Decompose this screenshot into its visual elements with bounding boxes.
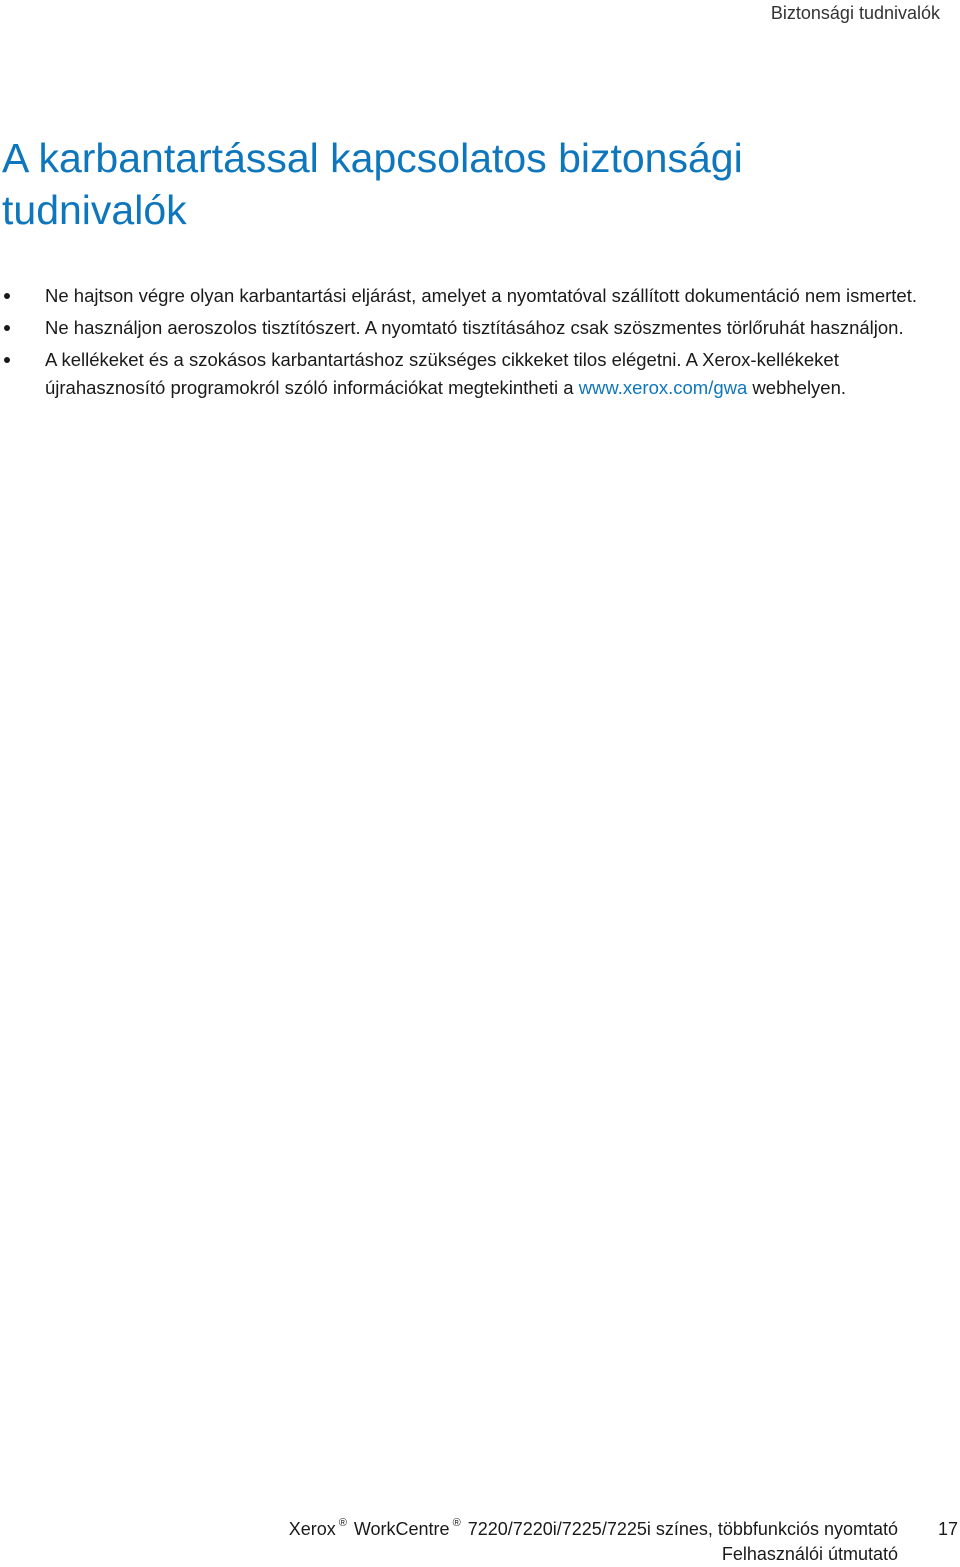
registered-mark: ® [338, 1517, 347, 1529]
xerox-gwa-link[interactable]: www.xerox.com/gwa [578, 377, 748, 398]
bullet-icon [4, 325, 10, 331]
bullet-icon [4, 293, 10, 299]
list-item [0, 314, 935, 342]
footer-product-line [289, 1517, 898, 1542]
list-item-text: A kellékeket és a szokásos karbantartáshoz szükséges cikkeket tilos elégetni. A Xerox-kellékeket újrahasznosító programokról szóló információkat megtekintheti a [45, 349, 839, 398]
safety-bullet-list [0, 282, 935, 406]
page-number: 17 [937, 1519, 958, 1539]
list-item-text-tail: webhelyen. [747, 377, 847, 398]
list-item [0, 282, 935, 310]
footer-guide-title: Felhasználói útmutató [721, 1544, 898, 1564]
bullet-icon [4, 357, 10, 363]
list-item-text: Ne hajtson végre olyan karbantartási eljárást, amelyet a nyomtatóval szállított dokumentáció nem ismertet. [45, 285, 917, 306]
footer-model-description: 7220/7220i/7225/7225i színes, többfunkciós nyomtató [467, 1519, 898, 1539]
footer-product: WorkCentre [353, 1519, 450, 1539]
footer-brand: Xerox [288, 1519, 336, 1539]
list-item [0, 346, 935, 402]
page-title: A karbantartással kapcsolatos biztonsági tudnivalók [2, 135, 743, 233]
registered-mark: ® [452, 1517, 461, 1529]
running-header: Biztonsági tudnivalók [770, 3, 940, 23]
list-item-text: Ne használjon aeroszolos tisztítószert. A nyomtató tisztításához csak szöszmentes törlőruhát használjon. [45, 317, 904, 338]
